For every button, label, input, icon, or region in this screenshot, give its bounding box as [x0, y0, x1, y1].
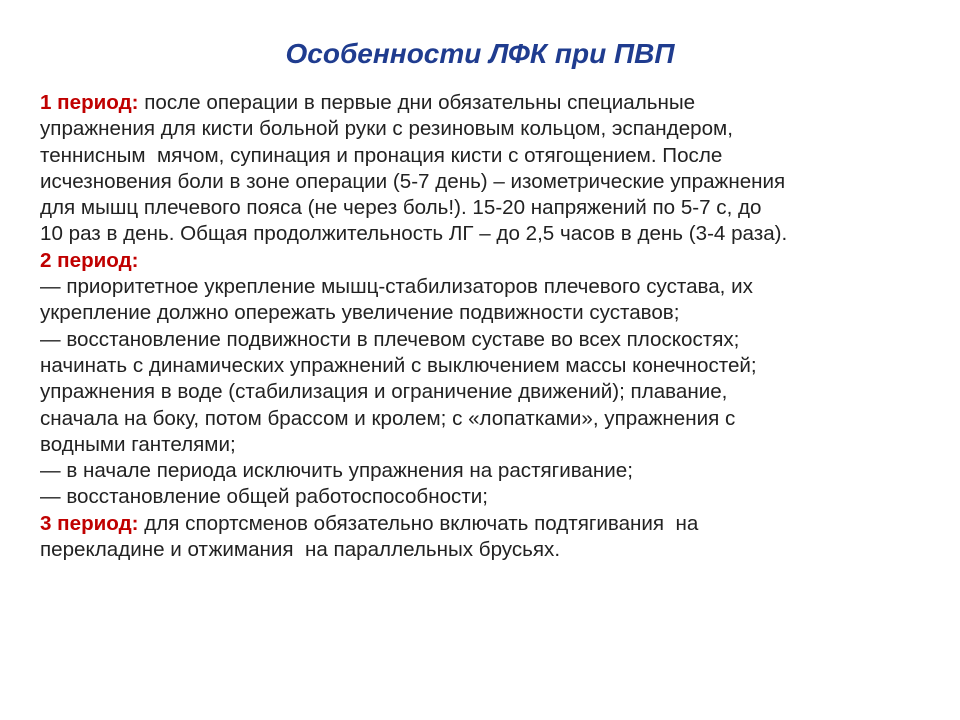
period-2-line: сначала на боку, потом брассом и кролем; с «лопатками», упражнения с	[40, 406, 736, 430]
slide-body	[40, 90, 920, 563]
period-1-line: упражнения для кисти больной руки с резиновым кольцом, эспандером,	[40, 117, 733, 141]
period-2-line: — восстановление общей работоспособности;	[40, 485, 488, 509]
period-1-text: после операции в первые дни обязательны специальные	[138, 91, 696, 114]
period-1-first-line	[40, 90, 920, 116]
period-1-label: 1 период:	[40, 91, 139, 114]
period-1-line: теннисным мячом, супинация и пронация кисти с отягощением. После	[40, 143, 723, 167]
period-2-line: — приоритетное укрепление мышц-стабилизаторов плечевого сустава, их	[40, 275, 753, 299]
period-2-heading	[40, 248, 920, 274]
period-2-line: — восстановление подвижности в плечевом суставе во всех плоскостях;	[40, 327, 740, 351]
period-3-text: для спортсменов обязательно включать подтягивания на	[138, 511, 699, 535]
period-2-line: упражнения в воде (стабилизация и ограничение движений); плавание,	[40, 380, 728, 404]
period-1-line: исчезновения боли в зоне операции (5-7 день) – изометрические упражнения	[40, 169, 786, 193]
slide-title: Особенности ЛФК при ПВП	[285, 38, 675, 69]
period-1-line: для мышц плечевого пояса (не через боль!). 15-20 напряжений по 5-7 с, до	[40, 196, 762, 220]
period-1-line: 10 раз в день. Общая продолжительность ЛГ – до 2,5 часов в день (3-4 раза).	[40, 222, 788, 246]
period-3-label: 3 период:	[40, 511, 139, 535]
period-3-line: перекладине и отжимания на параллельных брусьях.	[40, 538, 561, 562]
period-2-line: — в начале периода исключить упражнения на растягивание;	[40, 459, 633, 483]
period-3-first-line	[40, 511, 920, 537]
period-2-label: 2 период:	[40, 248, 139, 272]
period-2-line: водными гантелями;	[40, 432, 236, 456]
period-2-line: начинать с динамических упражнений с выключением массы конечностей;	[40, 353, 757, 377]
period-2-line: укрепление должно опережать увеличение подвижности суставов;	[40, 301, 680, 325]
